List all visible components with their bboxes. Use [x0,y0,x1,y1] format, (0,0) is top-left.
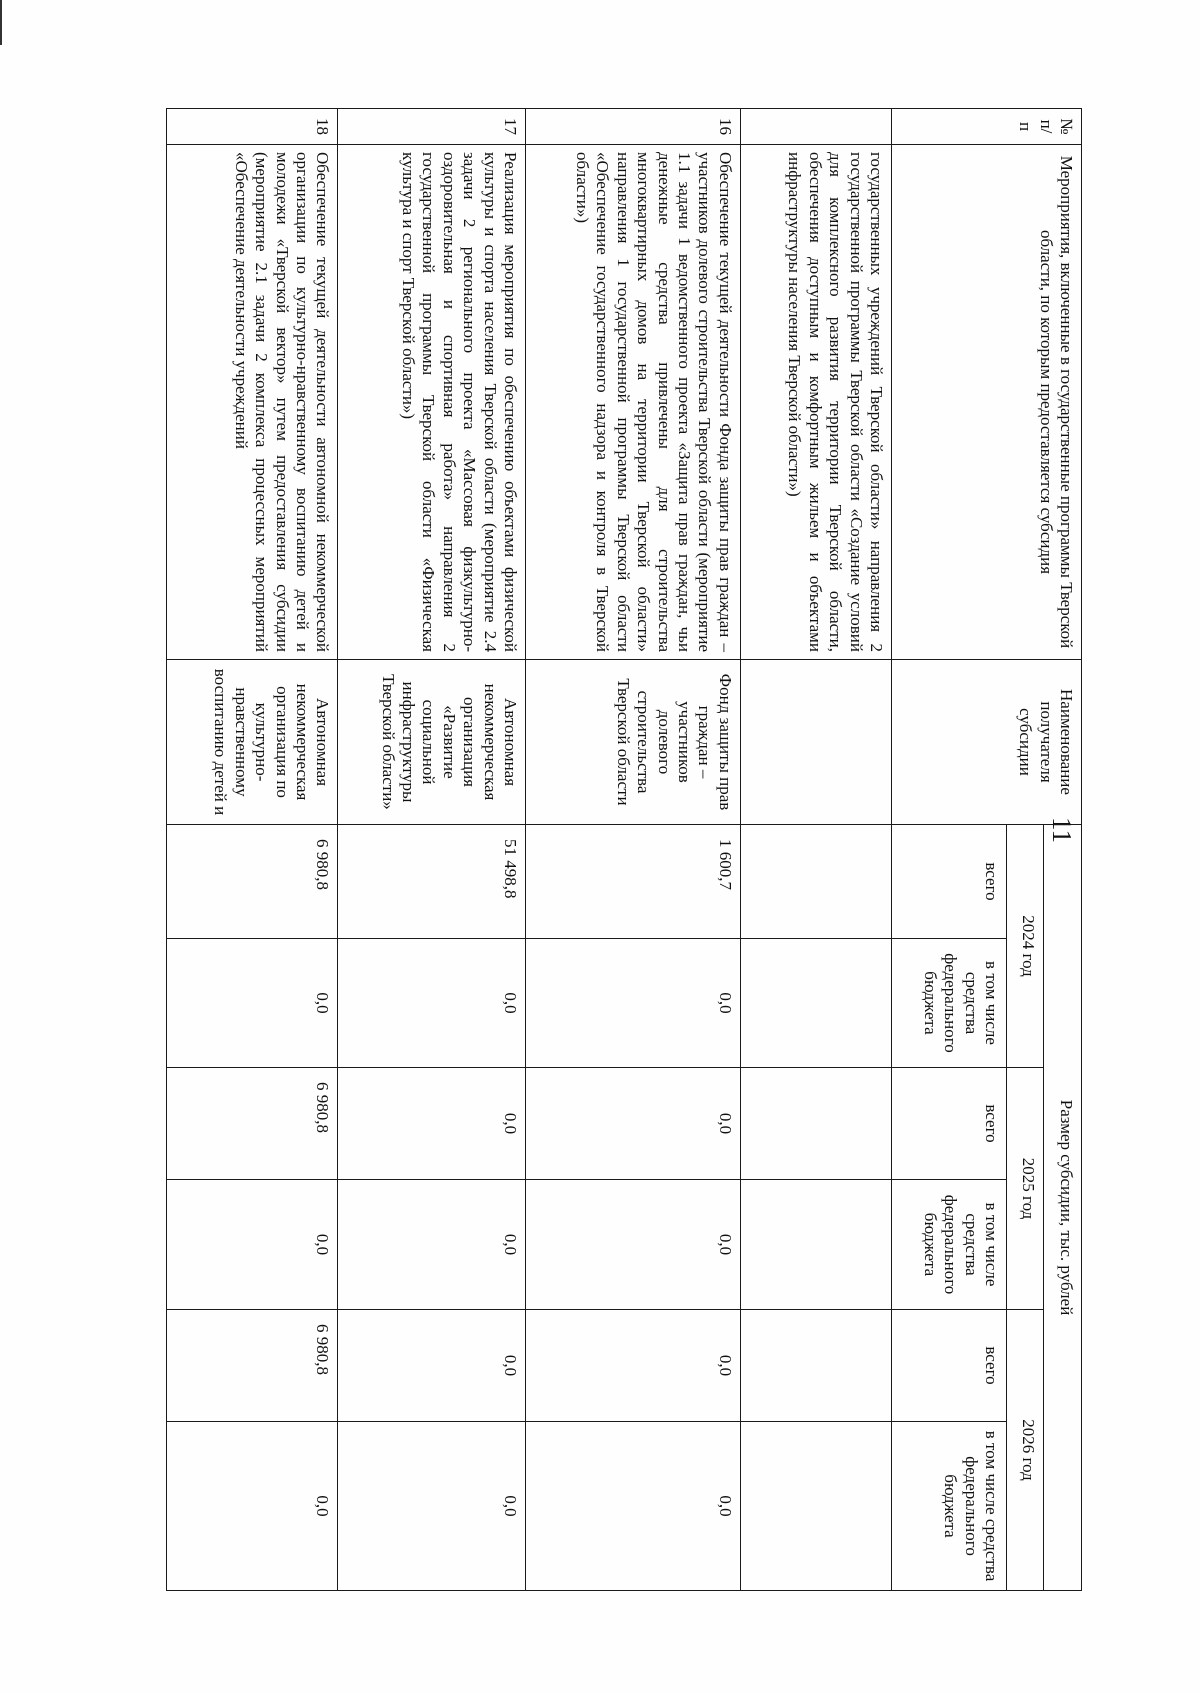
row-2026-total [740,1310,891,1422]
row-activity: Обеспечение текущей деятельности автономной некоммерческой организации по культурно-нравственному воспитанию детей и молодежи «Тверской вектор» путем предоставления субсидии (мероприятие 2.1 задачи 2 комплекса процессных мероприятий «Обеспечение деятельности учреждений [167,145,338,660]
row-2024-federal: 0,0 [167,939,338,1068]
row-2025-total: 0,0 [338,1068,526,1180]
row-2024-total [740,825,891,939]
row-2026-federal: 0,0 [167,1422,338,1591]
row-2024-federal [740,939,891,1068]
header-year-2025: 2025 год [1007,1068,1044,1310]
subsidy-table [166,108,1082,1591]
row-activity: Реализация мероприятия по обеспечению объектами физической культуры и спорта населения Тверской области (мероприятие 2.4 задачи 2 регионального проекта «Массовая физкультурно-оздоровительная и спортивная работа» направления 2 государственной программы Тверской области «Физическая культура и спорт Тверской области») [338,145,526,660]
row-2026-federal [740,1422,891,1591]
row-2024-federal: 0,0 [338,939,526,1068]
row-2026-total: 6 980,8 [167,1310,338,1422]
row-activity: Обеспечение текущей деятельности Фонда защиты прав граждан – участников долевого строительства Тверской области (мероприятие 1.1 задачи 1 ведомственного проекта «Защита прав граждан, чьи денежные средства привлечены для строительства многоквартирных домов на территории Тверской области» направления 1 государственной программы Тверской области «Обеспечение государственного надзора и контроля в Тверской области») [525,145,740,660]
row-num: 17 [338,109,526,145]
row-2025-total: 6 980,8 [167,1068,338,1180]
row-num: 18 [167,109,338,145]
header-federal-2025: в том числе средства федерального бюджета [892,1180,1007,1310]
header-total-2025: всего [892,1068,1007,1180]
header-num: № п/п [892,109,1082,145]
row-recipient: Фонд защиты прав граждан – участников долевого строительства Тверской области [525,660,740,825]
header-total-2024: всего [892,825,1007,939]
row-2026-total: 0,0 [338,1310,526,1422]
row-2026-total: 0,0 [525,1310,740,1422]
row-2026-federal: 0,0 [525,1422,740,1591]
row-2025-total: 0,0 [525,1068,740,1180]
row-2025-total [740,1068,891,1180]
header-year-2026: 2026 год [1007,1310,1044,1591]
table-row [167,109,338,1591]
row-2024-total: 1 600,7 [525,825,740,939]
header-total-2026: всего [892,1310,1007,1422]
scan-edge-mark [0,0,2,45]
row-2025-federal: 0,0 [338,1180,526,1310]
table-row [525,109,740,1591]
row-2024-total: 6 980,8 [167,825,338,939]
row-2025-federal: 0,0 [525,1180,740,1310]
row-num [740,109,891,145]
header-federal-2026: в том числе средства федерального бюджета [892,1422,1007,1591]
header-recipient: Наименование получателя субсидии [892,660,1082,825]
rotated-content [158,90,1097,1595]
table-row [338,109,526,1591]
row-2025-federal: 0,0 [167,1180,338,1310]
row-recipient: Автономная некоммерческая организация по культурно-нравственному воспитанию детей и [167,660,338,825]
header-activity: Мероприятия, включенные в государственные программы Тверской области, по которым предоставляется субсидия [892,145,1082,660]
row-recipient: Автономная некоммерческая организация «Развитие социальной инфраструктуры Тверской области» [338,660,526,825]
header-federal-2024: в том числе средства федерального бюджета [892,939,1007,1068]
row-activity: государственных учреждений Тверской области» направления 2 государственной программы Тверской области «Создание условий для комплексного развития территории Тверской области, обеспечения доступным и комфортным жильем и объектами инфраструктуры населения Тверской области») [740,145,891,660]
row-2024-federal: 0,0 [525,939,740,1068]
page-number: 11 [1047,817,1077,843]
row-2026-federal: 0,0 [338,1422,526,1591]
table-row [740,109,891,1591]
row-2024-total: 51 498,8 [338,825,526,939]
header-subsidy-size: Размер субсидии, тыс. рублей [1044,825,1082,1591]
header-year-2024: 2024 год [1007,825,1044,1068]
row-2025-federal [740,1180,891,1310]
row-recipient [740,660,891,825]
row-num: 16 [525,109,740,145]
